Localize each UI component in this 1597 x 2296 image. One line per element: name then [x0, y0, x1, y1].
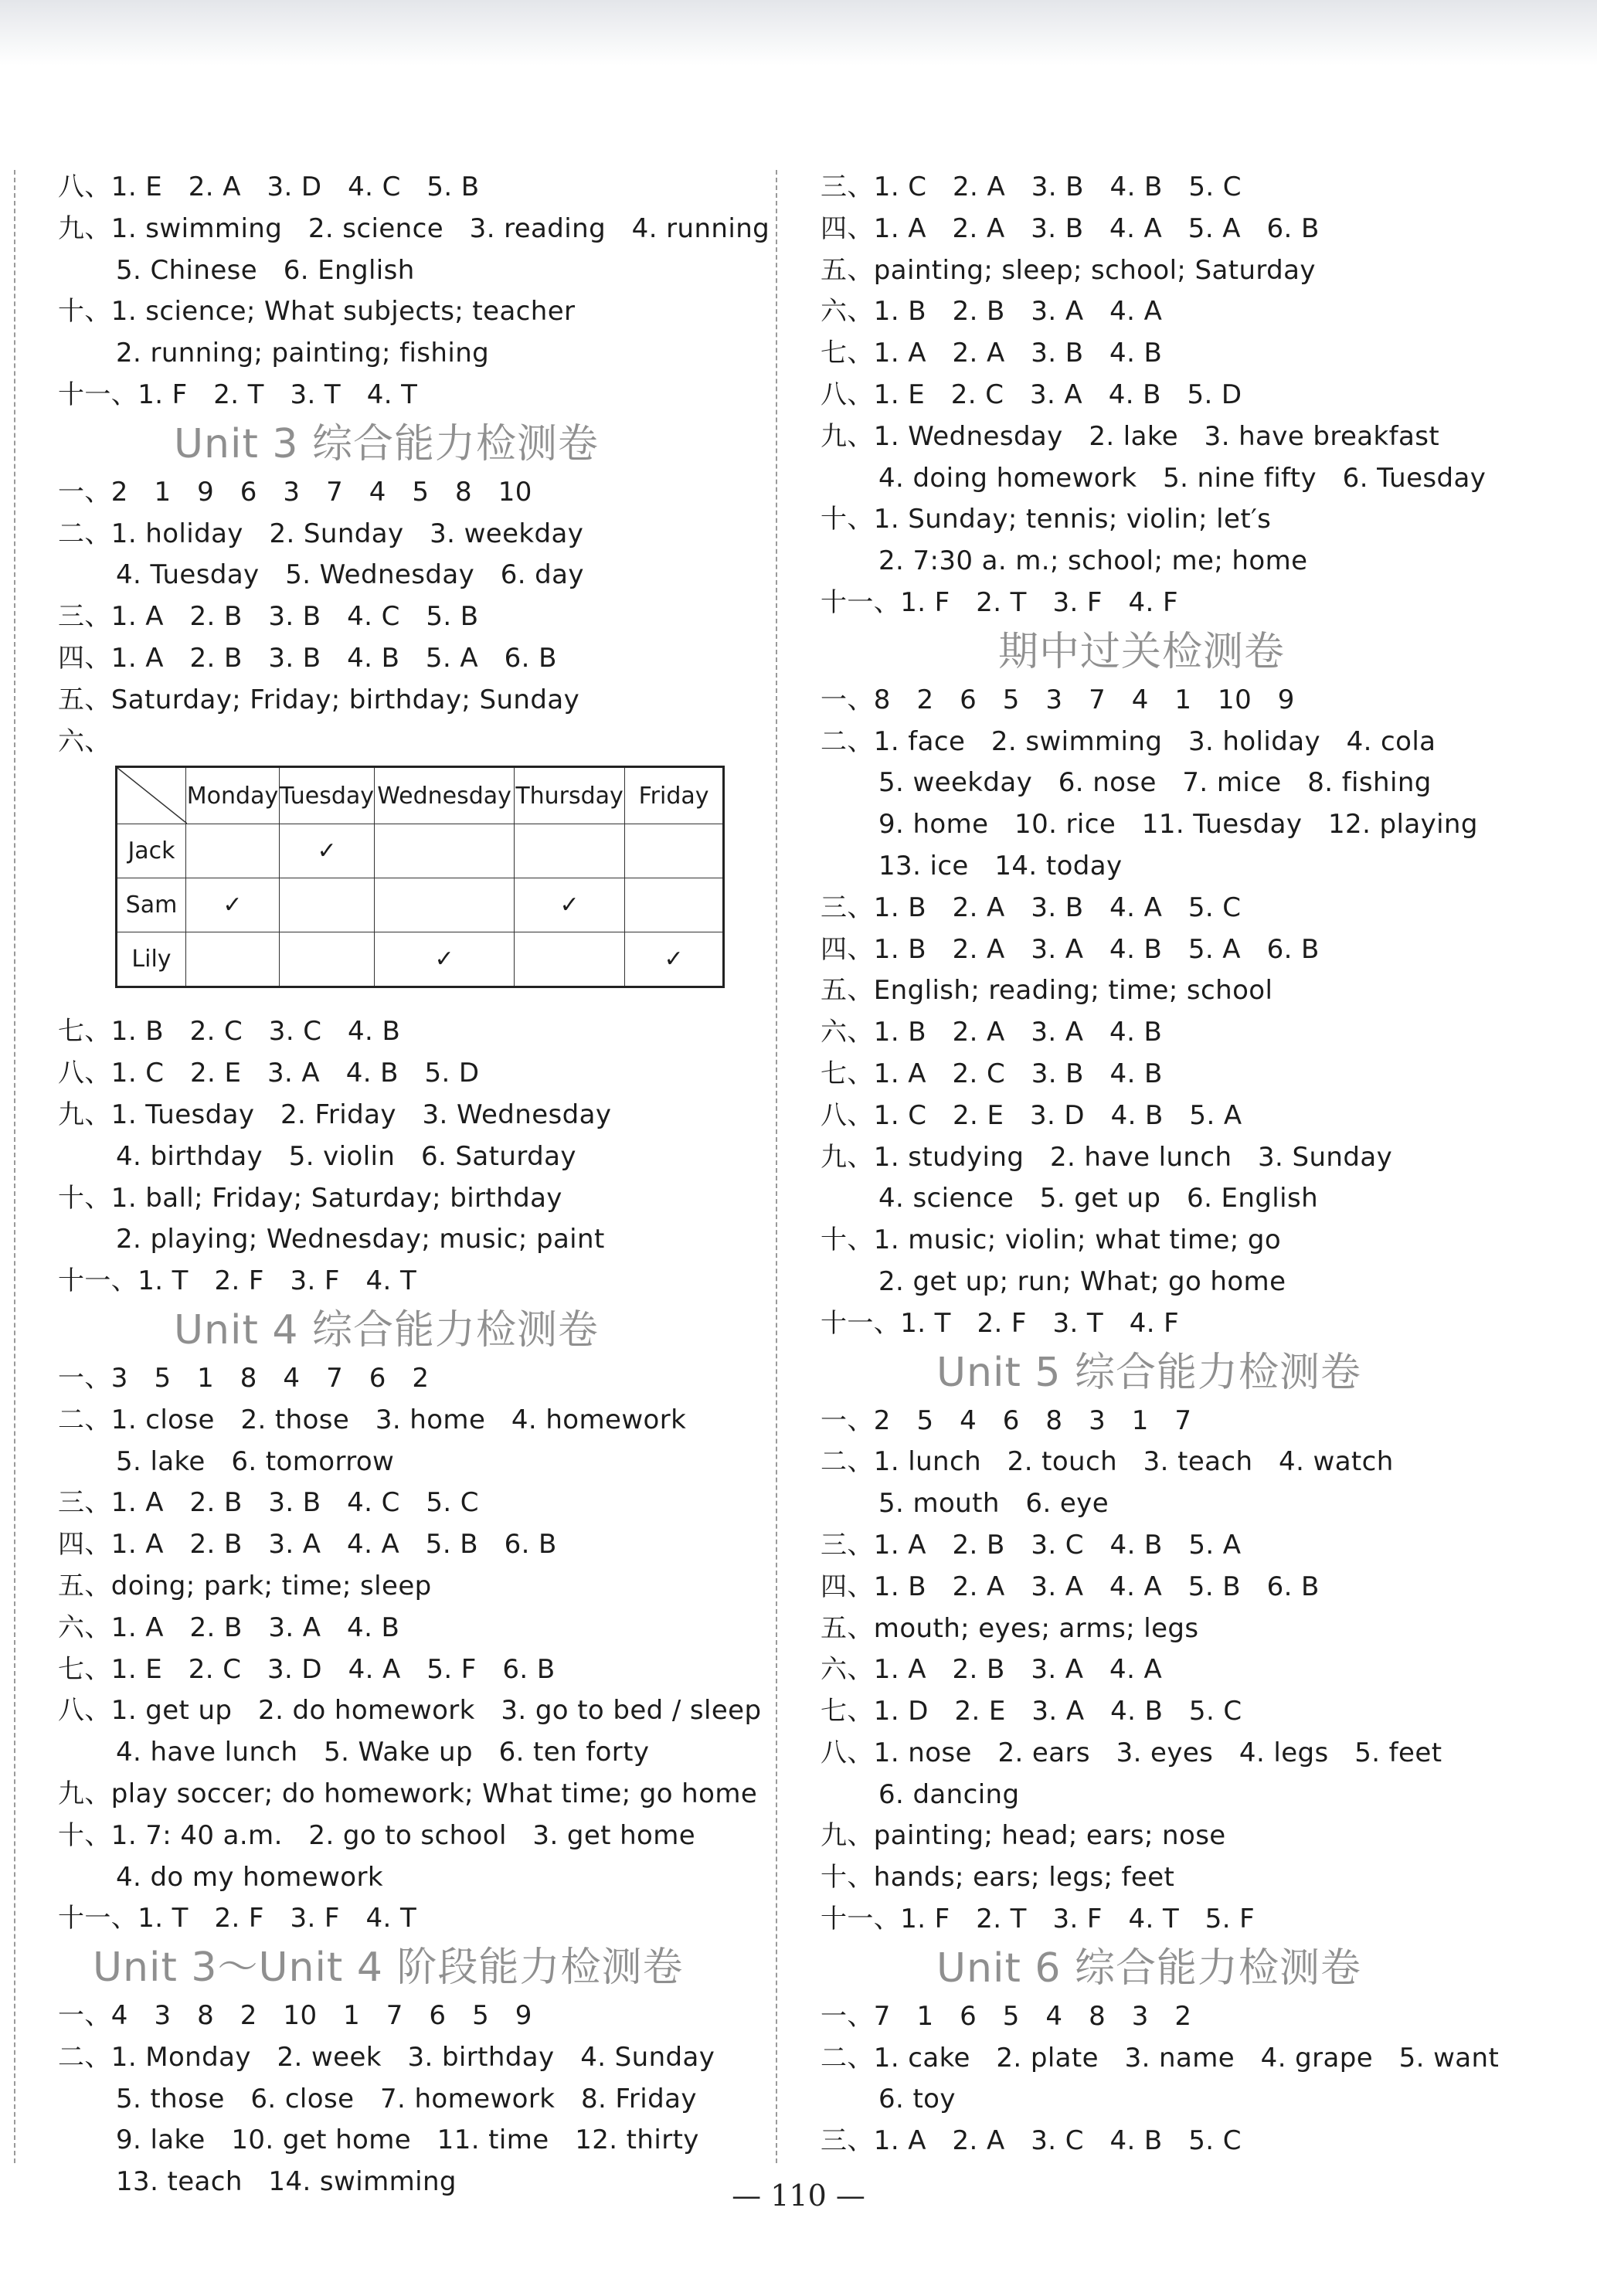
answer-line: 十一、1. F 2. T 3. F 4. T 5. F: [821, 1904, 1256, 1935]
answer-line: 九、painting; head; ears; nose: [821, 1820, 1226, 1852]
answer-line: 十、1. 7: 40 a.m. 2. go to school 3. get home: [58, 1819, 696, 1851]
check-cell: ✓: [375, 932, 515, 987]
answer-line: 六、1. A 2. B 3. A 4. A: [821, 1654, 1163, 1686]
row-name-cell: Lily: [117, 932, 186, 987]
answer-line: 一、4 3 8 2 10 1 7 6 5 9: [58, 2000, 532, 2032]
check-cell: [625, 878, 724, 932]
answer-line: 十、1. Sunday; tennis; violin; let′s: [821, 504, 1272, 535]
table-header-cell: Friday: [625, 767, 724, 824]
check-cell: [515, 824, 625, 878]
answer-line: 9. home 10. rice 11. Tuesday 12. playing: [878, 809, 1478, 841]
answer-line: 五、doing; park; time; sleep: [58, 1570, 432, 1601]
check-cell: ✓: [280, 824, 375, 878]
answer-line: 一、3 5 1 8 4 7 6 2: [58, 1362, 430, 1394]
answer-line: 五、painting; sleep; school; Saturday: [821, 254, 1316, 286]
answer-line: 九、1. Tuesday 2. Friday 3. Wednesday: [58, 1099, 612, 1130]
table-header-cell: Wednesday: [375, 767, 515, 824]
answer-line: 一、8 2 6 5 3 7 4 1 10 9: [821, 684, 1295, 715]
check-cell: ✓: [625, 932, 724, 987]
check-cell: [515, 932, 625, 987]
check-cell: [375, 824, 515, 878]
answer-line: 十一、1. F 2. T 3. T 4. T: [58, 379, 418, 410]
answer-line: 五、Saturday; Friday; birthday; Sunday: [58, 684, 580, 715]
answer-line: 2. playing; Wednesday; music; paint: [116, 1224, 605, 1255]
answer-line: 七、1. D 2. E 3. A 4. B 5. C: [821, 1696, 1242, 1727]
answer-line: 三、1. A 2. B 3. B 4. C 5. B: [58, 601, 479, 633]
answer-line: 七、1. A 2. C 3. B 4. B: [821, 1058, 1163, 1089]
table-header-cell: Tuesday: [280, 767, 375, 824]
answer-line: 一、7 1 6 5 4 8 3 2: [821, 2000, 1192, 2032]
answer-line: 二、1. lunch 2. touch 3. teach 4. watch: [821, 1446, 1394, 1478]
answer-line: 一、2 5 4 6 8 3 1 7: [821, 1404, 1192, 1436]
answer-line: 2. running; painting; fishing: [116, 338, 490, 369]
check-cell: [280, 932, 375, 987]
answer-line: 9. lake 10. get home 11. time 12. thirty: [116, 2124, 699, 2156]
answer-line: 4. birthday 5. violin 6. Saturday: [116, 1140, 576, 1172]
unit3-answers-part1: [58, 472, 784, 763]
answer-line: 13. teach 14. swimming: [116, 2166, 457, 2198]
table-header-cell: Monday: [186, 767, 280, 824]
answer-line: 十、1. science; What subjects; teacher: [58, 296, 576, 328]
answer-line: 八、1. C 2. E 3. A 4. B 5. D: [58, 1058, 480, 1089]
schedule-table: [115, 766, 725, 988]
schedule-table-wrap: [58, 763, 784, 1011]
answer-line: 十一、1. T 2. F 3. F 4. T: [58, 1903, 417, 1934]
right-column: [821, 167, 1547, 2162]
left-column: [58, 167, 784, 2203]
heading-unit6: Unit 6 综合能力检测卷: [936, 1944, 1361, 1992]
left-margin-dashed-line: [14, 170, 15, 2163]
answer-line: 八、1. E 2. A 3. D 4. C 5. B: [58, 172, 480, 202]
answer-line: 13. ice 14. today: [878, 850, 1123, 881]
table-corner-diagonal: [117, 767, 186, 824]
answer-line: 七、1. E 2. C 3. D 4. A 5. F 6. B: [58, 1653, 556, 1685]
row-name-cell: Sam: [117, 878, 186, 932]
answer-line: 5. lake 6. tomorrow: [116, 1445, 395, 1477]
answer-line: 八、1. C 2. E 3. D 4. B 5. A: [821, 1099, 1242, 1131]
answer-line: 十一、1. T 2. F 3. F 4. T: [58, 1265, 417, 1297]
answer-line: 九、1. swimming 2. science 3. reading 4. running: [58, 212, 770, 244]
answer-line: 5. weekday 6. nose 7. mice 8. fishing: [878, 767, 1432, 799]
answer-line: 三、1. A 2. B 3. B 4. C 5. C: [58, 1487, 479, 1519]
heading-unit3: Unit 3 综合能力检测卷: [174, 420, 599, 467]
answer-line: 六、1. B 2. B 3. A 4. A: [821, 296, 1163, 328]
answer-line: 4. have lunch 5. Wake up 6. ten forty: [116, 1737, 650, 1768]
answer-line: 十、1. ball; Friday; Saturday; birthday: [58, 1182, 562, 1214]
answer-line: 二、1. cake 2. plate 3. name 4. grape 5. want: [821, 2042, 1500, 2074]
row-name-cell: Jack: [117, 824, 186, 878]
answer-line: 5. mouth 6. eye: [878, 1488, 1109, 1520]
answer-line: 三、1. B 2. A 3. B 4. A 5. C: [821, 892, 1242, 923]
answer-line: 七、1. A 2. A 3. B 4. B: [821, 338, 1163, 369]
unit4-answers: [58, 1358, 784, 1940]
answer-line: 三、1. A 2. B 3. C 4. B 5. A: [821, 1529, 1242, 1561]
answer-line: 四、1. A 2. B 3. B 4. B 5. A 6. B: [58, 642, 557, 674]
answer-line: 二、1. Monday 2. week 3. birthday 4. Sunday: [58, 2041, 715, 2073]
answer-line: 四、1. B 2. A 3. A 4. B 5. A 6. B: [821, 933, 1320, 965]
page-number: — 110 —: [732, 2179, 865, 2213]
answer-line: 四、1. B 2. A 3. A 4. A 5. B 6. B: [821, 1571, 1320, 1602]
answer-line: 八、1. nose 2. ears 3. eyes 4. legs 5. feet: [821, 1737, 1442, 1768]
unit6-answers: [821, 1996, 1547, 2162]
answer-line: 2. 7:30 a. m.; school; me; home: [878, 545, 1308, 577]
unit3-4-answers: [58, 1995, 784, 2203]
answer-line: 九、1. studying 2. have lunch 3. Sunday: [821, 1141, 1393, 1173]
answer-line: 二、1. holiday 2. Sunday 3. weekday: [58, 518, 584, 549]
heading-unit5: Unit 5 综合能力检测卷: [936, 1349, 1361, 1396]
answer-line: 4. Tuesday 5. Wednesday 6. day: [116, 559, 584, 591]
answer-line: 十、1. music; violin; what time; go: [821, 1224, 1282, 1256]
table-row: [117, 878, 724, 932]
answer-line: 4. do my homework: [116, 1861, 383, 1893]
answer-line: 六、1. A 2. B 3. A 4. B: [58, 1612, 400, 1643]
heading-unit3-4: Unit 3～Unit 4 阶段能力检测卷: [93, 1944, 684, 1992]
answer-line: 九、1. Wednesday 2. lake 3. have breakfast: [821, 420, 1440, 452]
answer-line: 一、2 1 9 6 3 7 4 5 8 10: [58, 476, 532, 508]
check-cell: [375, 878, 515, 932]
unit5-answers: [821, 1401, 1547, 1941]
table-header-cell: Thursday: [515, 767, 625, 824]
answer-line: 九、play soccer; do homework; What time; go home: [58, 1778, 758, 1809]
answer-line: 2. get up; run; What; go home: [878, 1265, 1286, 1297]
answer-line: 6. dancing: [878, 1778, 1020, 1810]
scan-top-shade: [0, 0, 1597, 66]
check-cell: ✓: [515, 878, 625, 932]
answer-line: 十、hands; ears; legs; feet: [821, 1862, 1175, 1894]
answer-line: 4. science 5. get up 6. English: [878, 1183, 1319, 1214]
check-cell: ✓: [186, 878, 280, 932]
answer-line: 六、1. B 2. A 3. A 4. B: [821, 1017, 1163, 1048]
answer-line: 三、1. A 2. A 3. C 4. B 5. C: [821, 2125, 1242, 2157]
answer-line: 二、1. face 2. swimming 3. holiday 4. cola: [821, 725, 1436, 757]
check-cell: [280, 878, 375, 932]
table-row: [117, 824, 724, 878]
heading-midterm: 期中过关检测卷: [998, 628, 1286, 675]
answer-line: 五、English; reading; time; school: [821, 975, 1273, 1007]
answer-line: 八、1. get up 2. do homework 3. go to bed / sleep: [58, 1695, 762, 1727]
midterm-answers: [821, 680, 1547, 1345]
answer-line: 十一、1. T 2. F 3. T 4. F: [821, 1307, 1180, 1339]
unit4-answers-tail: [821, 167, 1547, 624]
answer-line: 七、1. B 2. C 3. C 4. B: [58, 1016, 401, 1048]
answer-line: 三、1. C 2. A 3. B 4. B 5. C: [821, 172, 1242, 202]
check-cell: [625, 824, 724, 878]
answer-line: 四、1. A 2. B 3. A 4. A 5. B 6. B: [58, 1529, 557, 1561]
answer-line: 5. Chinese 6. English: [116, 254, 415, 286]
unit2-answers-tail: [58, 167, 784, 416]
answer-line: 6. toy: [878, 2084, 956, 2115]
check-cell: [186, 932, 280, 987]
answer-line: 十一、1. F 2. T 3. F 4. F: [821, 586, 1178, 618]
answer-line: 八、1. E 2. C 3. A 4. B 5. D: [821, 379, 1242, 410]
answer-line: 5. those 6. close 7. homework 8. Friday: [116, 2083, 697, 2114]
answer-line: 4. doing homework 5. nine fifty 6. Tuesday: [878, 462, 1487, 494]
answer-line: 四、1. A 2. A 3. B 4. A 5. A 6. B: [821, 212, 1320, 244]
table-row: [117, 932, 724, 987]
answer-line: 六、: [58, 725, 111, 757]
answer-line: 二、1. close 2. those 3. home 4. homework: [58, 1404, 687, 1435]
answer-line: 五、mouth; eyes; arms; legs: [821, 1612, 1199, 1644]
check-cell: [186, 824, 280, 878]
heading-unit4: Unit 4 综合能力检测卷: [174, 1306, 599, 1353]
unit3-answers-part2: [58, 1011, 784, 1303]
